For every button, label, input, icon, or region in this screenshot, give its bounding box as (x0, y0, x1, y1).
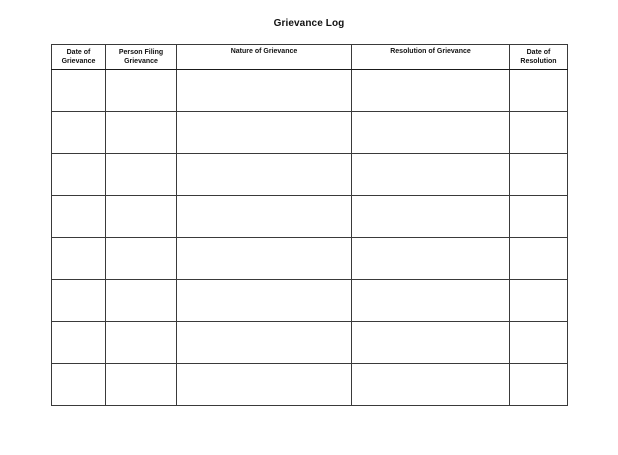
header-label-line1: Person Filing (118, 49, 164, 56)
grievance-log-table (51, 44, 568, 406)
table-header-row (52, 45, 568, 70)
table-row (52, 196, 568, 238)
header-label-line1: Date of (526, 49, 551, 56)
header-label-line1: Date of (66, 49, 91, 56)
cell-person-filing[interactable] (106, 364, 177, 406)
document-title: Grievance Log (273, 18, 345, 29)
header-label-line1: Nature of Grievance (230, 48, 298, 55)
cell-nature-of-grievance[interactable] (177, 280, 352, 322)
cell-resolution-of-grievance[interactable] (352, 322, 510, 364)
header-date-of-resolution (510, 45, 568, 70)
cell-date-of-resolution[interactable] (510, 364, 568, 406)
table-row (52, 70, 568, 112)
cell-date-of-resolution[interactable] (510, 196, 568, 238)
table-row (52, 238, 568, 280)
cell-person-filing[interactable] (106, 154, 177, 196)
cell-resolution-of-grievance[interactable] (352, 280, 510, 322)
cell-nature-of-grievance[interactable] (177, 322, 352, 364)
header-label-line2: Grievance (124, 58, 158, 65)
cell-date-of-grievance[interactable] (52, 322, 106, 364)
cell-person-filing[interactable] (106, 280, 177, 322)
table-row (52, 322, 568, 364)
cell-nature-of-grievance[interactable] (177, 238, 352, 280)
cell-resolution-of-grievance[interactable] (352, 154, 510, 196)
cell-nature-of-grievance[interactable] (177, 154, 352, 196)
cell-date-of-grievance[interactable] (52, 238, 106, 280)
cell-resolution-of-grievance[interactable] (352, 364, 510, 406)
cell-date-of-grievance[interactable] (52, 196, 106, 238)
cell-date-of-grievance[interactable] (52, 154, 106, 196)
cell-resolution-of-grievance[interactable] (352, 196, 510, 238)
cell-date-of-resolution[interactable] (510, 112, 568, 154)
cell-date-of-grievance[interactable] (52, 280, 106, 322)
cell-date-of-resolution[interactable] (510, 238, 568, 280)
cell-date-of-grievance[interactable] (52, 364, 106, 406)
header-person-filing-grievance (106, 45, 177, 70)
table-row (52, 112, 568, 154)
header-date-of-grievance (52, 45, 106, 70)
header-label-line2: Grievance (61, 58, 96, 65)
cell-date-of-resolution[interactable] (510, 70, 568, 112)
cell-resolution-of-grievance[interactable] (352, 238, 510, 280)
cell-nature-of-grievance[interactable] (177, 196, 352, 238)
table-row (52, 364, 568, 406)
cell-date-of-resolution[interactable] (510, 154, 568, 196)
cell-person-filing[interactable] (106, 196, 177, 238)
cell-person-filing[interactable] (106, 322, 177, 364)
cell-person-filing[interactable] (106, 70, 177, 112)
cell-nature-of-grievance[interactable] (177, 364, 352, 406)
header-label-line2: Resolution (520, 58, 557, 65)
cell-resolution-of-grievance[interactable] (352, 112, 510, 154)
cell-resolution-of-grievance[interactable] (352, 70, 510, 112)
header-resolution-of-grievance (352, 45, 510, 70)
cell-date-of-grievance[interactable] (52, 112, 106, 154)
header-label-line1: Resolution of Grievance (390, 48, 471, 55)
table-row (52, 154, 568, 196)
cell-person-filing[interactable] (106, 112, 177, 154)
cell-date-of-resolution[interactable] (510, 322, 568, 364)
table-row (52, 280, 568, 322)
cell-date-of-grievance[interactable] (52, 70, 106, 112)
cell-nature-of-grievance[interactable] (177, 70, 352, 112)
cell-nature-of-grievance[interactable] (177, 112, 352, 154)
header-nature-of-grievance (177, 45, 352, 70)
cell-person-filing[interactable] (106, 238, 177, 280)
cell-date-of-resolution[interactable] (510, 280, 568, 322)
